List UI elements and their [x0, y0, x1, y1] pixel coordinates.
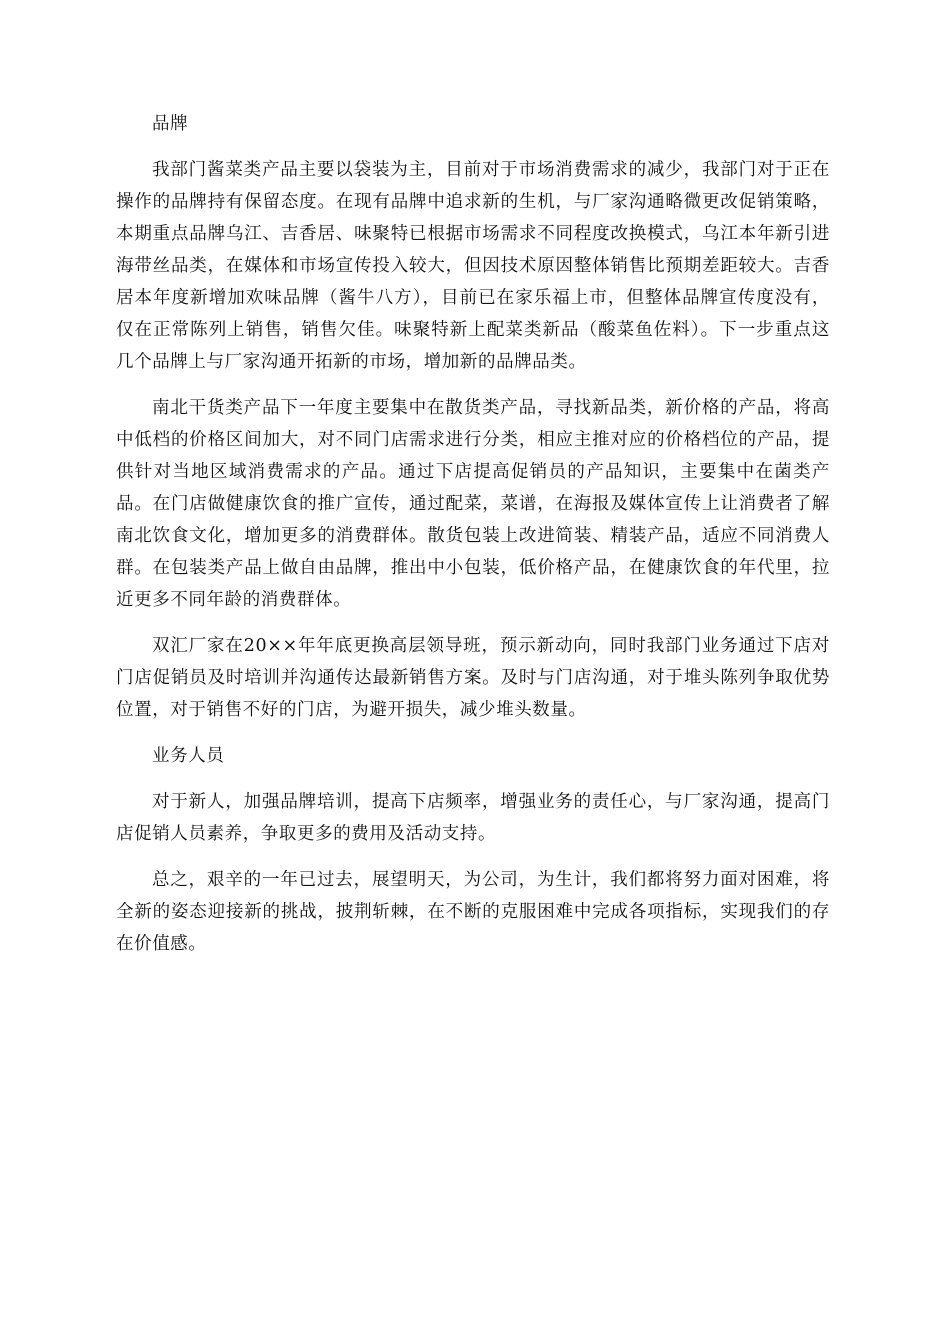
paragraph-pickles: 我部门酱菜类产品主要以袋装为主，目前对于市场消费需求的减少，我部门对于正在操作的品牌持有保留态度。在现有品牌中追求新的生机，与厂家沟通略微更改促销策略，本期重点品牌乌江、吉香居、味聚特已根据市场需求不同程度改换模式，乌江本年新引进海带丝品类，在媒体和市场宣传投入较大，但因技术原因整体销售比预期差距较大。吉香居本年度新增加欢味品牌（酱牛八方），目前已在家乐福上市，但整体品牌宣传度没有，仅在正常陈列上销售，销售欠佳。味聚特新上配菜类新品（酸菜鱼佐料）。下一步重点这几个品牌上与厂家沟通开拓新的市场，增加新的品牌品类。 [116, 160, 830, 372]
spacer [116, 616, 830, 630]
paragraph-staff: 对于新人，加强品牌培训，提高下店频率，增强业务的责任心，与厂家沟通，提高门店促销人员素养，争取更多的费用及活动支持。 [116, 792, 830, 844]
spacer [116, 378, 830, 392]
paragraph-conclusion: 总之，艰辛的一年已过去，展望明天，为公司，为生计，我们都将努力面对困难，将全新的姿态迎接新的挑战，披荆斩棘，在不断的克服困难中完成各项指标，实现我们的存在价值感。 [116, 870, 830, 954]
section-heading-brand: 品牌 [152, 114, 189, 134]
spacer [116, 772, 830, 786]
spacer [116, 726, 830, 740]
paragraph-dried-goods: 南北干货类产品下一年度主要集中在散货类产品，寻找新品类，新价格的产品，将高中低档的价格区间加大，对不同门店需求进行分类，相应主推对应的价格档位的产品，提供针对当地区域消费需求的产品。通过下店提高促销员的产品知识，主要集中在菌类产品。在门店做健康饮食的推广宣传，通过配菜，菜谱，在海报及媒体宣传上让消费者了解南北饮食文化，增加更多的消费群体。散货包装上改进简装、精装产品，适应不同消费人群。在包装类产品上做自由品牌，推出中小包装，低价格产品，在健康饮食的年代里，拉近更多不同年龄的消费群体。 [116, 398, 830, 610]
document-page [116, 108, 830, 960]
spacer [116, 140, 830, 154]
section-heading-staff: 业务人员 [152, 746, 225, 766]
spacer [116, 850, 830, 864]
paragraph-shuanghui: 双汇厂家在20××年年底更换高层领导班，预示新动向，同时我部门业务通过下店对门店促销员及时培训并沟通传达最新销售方案。及时与门店沟通，对于堆头陈列争取优势位置，对于销售不好的门店，为避开损失，减少堆头数量。 [116, 636, 830, 720]
